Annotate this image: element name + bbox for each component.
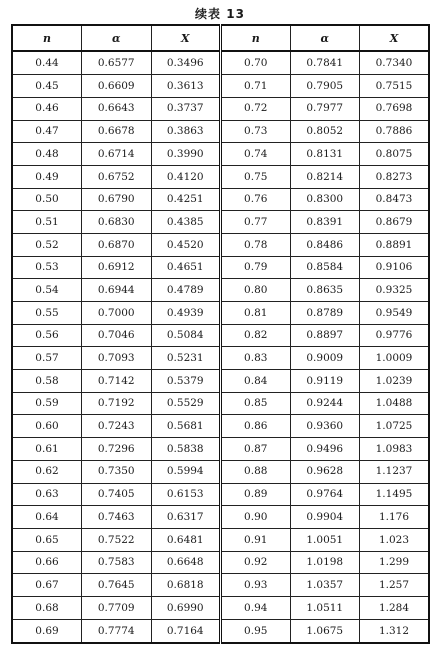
table-row [12, 483, 429, 506]
cell-x-left: 0.3613 [151, 75, 221, 98]
cell-x-left: 0.4789 [151, 279, 221, 302]
cell-x-left: 0.4120 [151, 165, 221, 188]
cell-n-left: 0.62 [12, 460, 82, 483]
cell-n-right: 0.94 [221, 596, 291, 619]
cell-alpha-left: 0.7774 [82, 619, 152, 643]
cell-alpha-right: 1.0511 [290, 596, 360, 619]
table-row [12, 120, 429, 143]
cell-x-right: 0.8273 [360, 165, 430, 188]
cell-alpha-left: 0.6912 [82, 256, 152, 279]
cell-alpha-left: 0.6643 [82, 97, 152, 120]
header-n-left: n [12, 25, 82, 51]
cell-x-left: 0.3990 [151, 143, 221, 166]
cell-x-right: 1.0009 [360, 347, 430, 370]
cell-alpha-right: 0.9904 [290, 506, 360, 529]
cell-n-right: 0.95 [221, 619, 291, 643]
cell-alpha-right: 0.8214 [290, 165, 360, 188]
cell-n-left: 0.55 [12, 302, 82, 325]
cell-n-left: 0.64 [12, 506, 82, 529]
cell-x-left: 0.5231 [151, 347, 221, 370]
cell-n-left: 0.56 [12, 324, 82, 347]
cell-alpha-left: 0.7405 [82, 483, 152, 506]
cell-alpha-right: 0.9496 [290, 438, 360, 461]
cell-n-right: 0.70 [221, 51, 291, 75]
header-alpha-left: α [82, 25, 152, 51]
table-row [12, 165, 429, 188]
table-row [12, 347, 429, 370]
header-row [12, 25, 429, 51]
cell-n-left: 0.46 [12, 97, 82, 120]
cell-x-right: 0.8891 [360, 233, 430, 256]
table-row [12, 256, 429, 279]
cell-alpha-right: 1.0357 [290, 574, 360, 597]
table-row [12, 75, 429, 98]
cell-alpha-left: 0.6752 [82, 165, 152, 188]
cell-x-left: 0.3496 [151, 51, 221, 75]
cell-n-left: 0.69 [12, 619, 82, 643]
cell-n-left: 0.61 [12, 438, 82, 461]
cell-n-left: 0.68 [12, 596, 82, 619]
cell-n-left: 0.59 [12, 392, 82, 415]
table-row [12, 551, 429, 574]
cell-n-left: 0.49 [12, 165, 82, 188]
cell-n-right: 0.84 [221, 370, 291, 393]
cell-x-right: 1.0725 [360, 415, 430, 438]
table-row [12, 324, 429, 347]
cell-alpha-right: 1.0675 [290, 619, 360, 643]
cell-alpha-right: 0.8789 [290, 302, 360, 325]
cell-x-right: 0.7886 [360, 120, 430, 143]
cell-alpha-left: 0.7296 [82, 438, 152, 461]
cell-n-right: 0.87 [221, 438, 291, 461]
cell-alpha-left: 0.7709 [82, 596, 152, 619]
cell-x-left: 0.5379 [151, 370, 221, 393]
cell-n-right: 0.86 [221, 415, 291, 438]
cell-n-left: 0.65 [12, 528, 82, 551]
cell-alpha-right: 0.7905 [290, 75, 360, 98]
cell-n-left: 0.52 [12, 233, 82, 256]
header-x-left: X [151, 25, 221, 51]
cell-x-right: 1.299 [360, 551, 430, 574]
cell-x-right: 0.9325 [360, 279, 430, 302]
cell-alpha-left: 0.7243 [82, 415, 152, 438]
cell-n-left: 0.54 [12, 279, 82, 302]
cell-n-right: 0.92 [221, 551, 291, 574]
table-row [12, 302, 429, 325]
cell-x-left: 0.6648 [151, 551, 221, 574]
cell-n-left: 0.58 [12, 370, 82, 393]
cell-alpha-right: 1.0051 [290, 528, 360, 551]
cell-x-left: 0.6990 [151, 596, 221, 619]
cell-alpha-right: 0.8391 [290, 211, 360, 234]
cell-x-right: 0.9776 [360, 324, 430, 347]
cell-n-right: 0.71 [221, 75, 291, 98]
cell-x-right: 0.9106 [360, 256, 430, 279]
cell-n-left: 0.51 [12, 211, 82, 234]
cell-x-left: 0.5994 [151, 460, 221, 483]
cell-alpha-right: 0.7977 [290, 97, 360, 120]
cell-n-right: 0.72 [221, 97, 291, 120]
cell-n-right: 0.80 [221, 279, 291, 302]
cell-n-left: 0.45 [12, 75, 82, 98]
cell-alpha-left: 0.6678 [82, 120, 152, 143]
cell-alpha-right: 0.9119 [290, 370, 360, 393]
header-n-right: n [221, 25, 291, 51]
cell-x-left: 0.4939 [151, 302, 221, 325]
cell-x-right: 0.7340 [360, 51, 430, 75]
cell-alpha-left: 0.7463 [82, 506, 152, 529]
table-row [12, 415, 429, 438]
cell-n-left: 0.44 [12, 51, 82, 75]
cell-x-left: 0.4520 [151, 233, 221, 256]
cell-n-right: 0.89 [221, 483, 291, 506]
cell-alpha-left: 0.6609 [82, 75, 152, 98]
cell-n-right: 0.79 [221, 256, 291, 279]
cell-n-left: 0.66 [12, 551, 82, 574]
cell-x-right: 1.1495 [360, 483, 430, 506]
cell-n-right: 0.90 [221, 506, 291, 529]
cell-alpha-right: 0.9009 [290, 347, 360, 370]
cell-x-left: 0.5838 [151, 438, 221, 461]
cell-x-left: 0.7164 [151, 619, 221, 643]
cell-x-left: 0.5084 [151, 324, 221, 347]
cell-alpha-right: 0.9764 [290, 483, 360, 506]
cell-x-right: 1.284 [360, 596, 430, 619]
cell-n-left: 0.60 [12, 415, 82, 438]
cell-n-left: 0.47 [12, 120, 82, 143]
cell-n-right: 0.82 [221, 324, 291, 347]
table-row [12, 438, 429, 461]
cell-x-left: 0.5681 [151, 415, 221, 438]
cell-n-right: 0.93 [221, 574, 291, 597]
cell-x-right: 1.1237 [360, 460, 430, 483]
table-row [12, 211, 429, 234]
cell-alpha-right: 0.9244 [290, 392, 360, 415]
cell-x-right: 1.0983 [360, 438, 430, 461]
cell-x-left: 0.6317 [151, 506, 221, 529]
cell-x-left: 0.4651 [151, 256, 221, 279]
cell-alpha-right: 0.8897 [290, 324, 360, 347]
header-alpha-right: α [290, 25, 360, 51]
cell-alpha-right: 0.9628 [290, 460, 360, 483]
table-header [12, 25, 429, 51]
cell-x-left: 0.3737 [151, 97, 221, 120]
cell-x-right: 1.023 [360, 528, 430, 551]
cell-n-right: 0.78 [221, 233, 291, 256]
cell-alpha-left: 0.6577 [82, 51, 152, 75]
cell-x-right: 0.7515 [360, 75, 430, 98]
data-table [11, 24, 430, 644]
cell-n-right: 0.81 [221, 302, 291, 325]
cell-alpha-left: 0.6944 [82, 279, 152, 302]
table-body [12, 51, 429, 643]
cell-x-left: 0.6153 [151, 483, 221, 506]
cell-alpha-right: 0.8486 [290, 233, 360, 256]
cell-alpha-left: 0.6790 [82, 188, 152, 211]
cell-alpha-right: 0.8584 [290, 256, 360, 279]
cell-n-right: 0.91 [221, 528, 291, 551]
cell-n-left: 0.67 [12, 574, 82, 597]
cell-x-right: 1.176 [360, 506, 430, 529]
cell-x-right: 1.312 [360, 619, 430, 643]
cell-x-right: 0.9549 [360, 302, 430, 325]
cell-x-left: 0.3863 [151, 120, 221, 143]
cell-n-left: 0.48 [12, 143, 82, 166]
cell-alpha-right: 0.9360 [290, 415, 360, 438]
cell-n-left: 0.53 [12, 256, 82, 279]
cell-x-left: 0.6481 [151, 528, 221, 551]
table-caption: 续表 13 [195, 7, 245, 21]
table-row [12, 279, 429, 302]
cell-x-right: 1.257 [360, 574, 430, 597]
table-row [12, 619, 429, 643]
cell-alpha-left: 0.7142 [82, 370, 152, 393]
table-row [12, 188, 429, 211]
cell-alpha-right: 1.0198 [290, 551, 360, 574]
cell-x-right: 0.8075 [360, 143, 430, 166]
cell-n-right: 0.88 [221, 460, 291, 483]
cell-x-left: 0.6818 [151, 574, 221, 597]
cell-n-left: 0.63 [12, 483, 82, 506]
cell-alpha-left: 0.7350 [82, 460, 152, 483]
table-row [12, 233, 429, 256]
cell-x-right: 0.8473 [360, 188, 430, 211]
cell-alpha-left: 0.6870 [82, 233, 152, 256]
cell-alpha-right: 0.8131 [290, 143, 360, 166]
cell-alpha-left: 0.7192 [82, 392, 152, 415]
cell-n-right: 0.85 [221, 392, 291, 415]
table-row [12, 596, 429, 619]
cell-alpha-right: 0.8635 [290, 279, 360, 302]
cell-n-right: 0.83 [221, 347, 291, 370]
table-row [12, 392, 429, 415]
cell-alpha-right: 0.8052 [290, 120, 360, 143]
table-row [12, 528, 429, 551]
table-row [12, 143, 429, 166]
cell-alpha-left: 0.6830 [82, 211, 152, 234]
cell-alpha-right: 0.7841 [290, 51, 360, 75]
cell-x-right: 1.0239 [360, 370, 430, 393]
cell-x-left: 0.5529 [151, 392, 221, 415]
cell-x-right: 0.7698 [360, 97, 430, 120]
cell-n-right: 0.74 [221, 143, 291, 166]
cell-n-right: 0.75 [221, 165, 291, 188]
header-x-right: X [360, 25, 430, 51]
cell-alpha-left: 0.6714 [82, 143, 152, 166]
cell-n-right: 0.73 [221, 120, 291, 143]
cell-alpha-right: 0.8300 [290, 188, 360, 211]
table-row [12, 370, 429, 393]
cell-n-right: 0.76 [221, 188, 291, 211]
cell-alpha-left: 0.7522 [82, 528, 152, 551]
cell-n-right: 0.77 [221, 211, 291, 234]
table-row [12, 506, 429, 529]
cell-alpha-left: 0.7046 [82, 324, 152, 347]
cell-n-left: 0.50 [12, 188, 82, 211]
cell-x-right: 0.8679 [360, 211, 430, 234]
cell-x-left: 0.4251 [151, 188, 221, 211]
cell-alpha-left: 0.7000 [82, 302, 152, 325]
table-row [12, 574, 429, 597]
cell-alpha-left: 0.7583 [82, 551, 152, 574]
table-row [12, 51, 429, 75]
table-row [12, 460, 429, 483]
cell-x-right: 1.0488 [360, 392, 430, 415]
cell-x-left: 0.4385 [151, 211, 221, 234]
cell-n-left: 0.57 [12, 347, 82, 370]
cell-alpha-left: 0.7093 [82, 347, 152, 370]
cell-alpha-left: 0.7645 [82, 574, 152, 597]
table-row [12, 97, 429, 120]
